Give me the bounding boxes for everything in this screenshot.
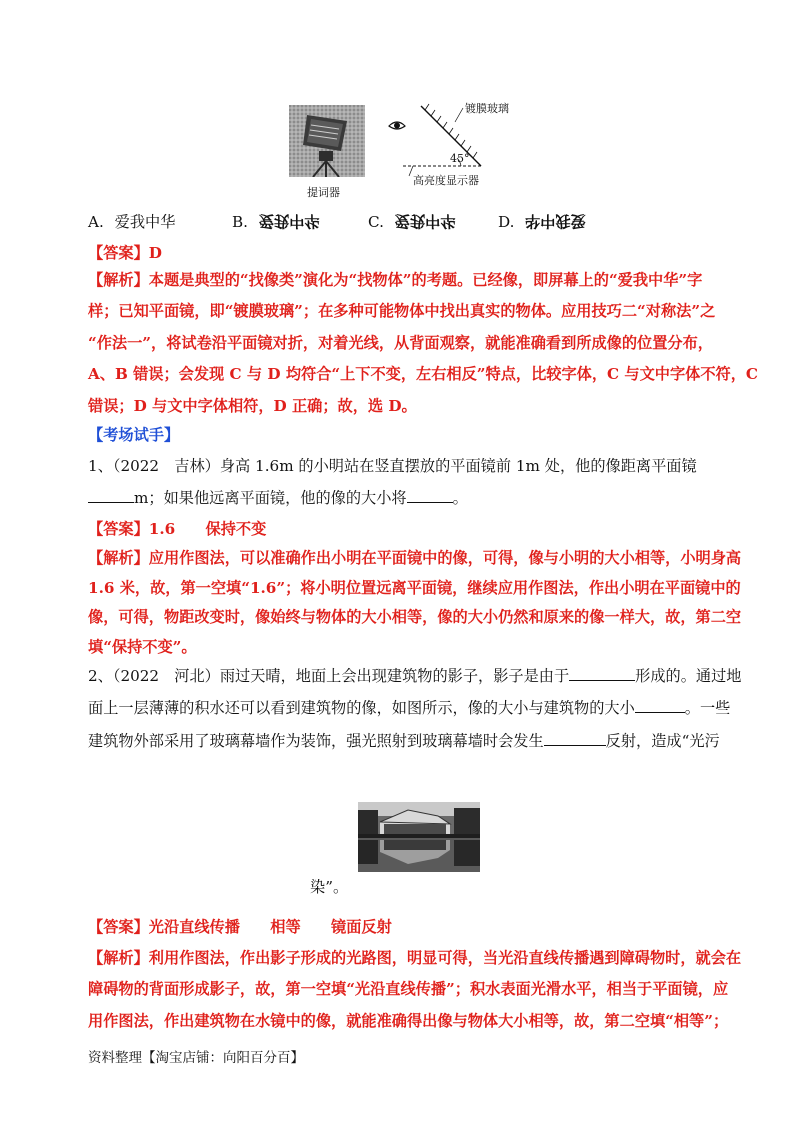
q1-analysis-line: 【解析】应用作图法，可以准确作出小明在平面镜中的像，可得，像与小明的大小相等，小明身高 (88, 549, 742, 567)
q1-analysis-line: 1.6 米，故，第一空填“1.6”；将小明位置远离平面镜，继续应用作图法，作出小明在平面镜中的 (88, 579, 741, 597)
teleprompter-caption: 提词器 (307, 186, 340, 199)
answer-blank[interactable] (544, 731, 606, 746)
q2-line2-end: 。一些 (684, 699, 731, 717)
option-a-text: 爱我中华 (114, 213, 176, 231)
q2-answer: 【答案】光沿直线传播 相等 镜面反射 (88, 918, 392, 936)
q2-line1-text: 2、（2022 河北）雨过天晴，地面上会出现建筑物的影子，影子是由于 (88, 667, 570, 685)
option-d (498, 211, 586, 232)
q1-line1: 1、（2022 吉林）身高 1.6m 的小明站在竖直摆放的平面镜前 1m 处，他的像距离平面镜 (88, 457, 697, 475)
q0-analysis-line: “作法一”，将试卷沿平面镜对折，对着光线，从背面观察，就能准确看到所成像的位置分布， (88, 334, 713, 352)
angle-label: 45° (450, 152, 470, 165)
q0-analysis-line: 样；已知平面镜，即“镀膜玻璃”；在多种可能物体中找出真实的物体。应用技巧二“对称法”之 (88, 302, 716, 320)
option-d-letter: D. (498, 213, 515, 231)
answer-blank[interactable] (88, 488, 134, 503)
section-title: 【考场试手】 (88, 426, 180, 444)
q0-analysis-line: A、B 错误；会发现 C 与 D 均符合“上下不变，左右相反”特点，比较字体，C 与文中字体不符，C (88, 365, 759, 383)
q0-analysis-line: 错误；D 与文中字体相符，D 正确；故，选 D。 (88, 397, 417, 415)
q1-line2-end: 。 (452, 489, 468, 507)
q2-line1 (88, 666, 741, 686)
q1-answer: 【答案】1.6 保持不变 (88, 520, 267, 538)
answer-blank[interactable] (407, 488, 453, 503)
eye-icon (389, 122, 405, 129)
option-c-letter: C. (368, 213, 384, 231)
q2-analysis-line: 【解析】利用作图法，作出影子形成的光路图，明显可得，当光沿直线传播遇到障碍物时，就会在 (88, 949, 742, 967)
q1-analysis-line: 填“保持不变”。 (88, 638, 197, 656)
building-reflection-photo (358, 802, 480, 872)
option-a (88, 211, 175, 232)
option-b-letter: B. (232, 213, 248, 231)
q2-analysis-line: 用作图法，作出建筑物在水镜中的像，就能准确得出像与物体大小相等，故，第二空填“相等”； (88, 1012, 729, 1030)
q0-analysis-line: 【解析】本题是典型的“找像类”演化为“找物体”的考题。已经像，即屏幕上的“爱我中华”字 (88, 271, 703, 289)
q2-line4: 染”。 (310, 878, 349, 896)
option-a-letter: A. (88, 213, 104, 231)
option-d-text: 爱我中华 (525, 212, 587, 230)
q2-line3-end: 反射，造成“光污 (605, 732, 720, 750)
option-c (368, 211, 456, 232)
answer-blank[interactable] (569, 666, 635, 681)
option-b-text: 爱我中华 (258, 212, 320, 230)
q2-line2 (88, 698, 730, 718)
q2-line1-end: 形成的。通过地 (635, 667, 742, 685)
q1-line2-text: m；如果他远离平面镜，他的像的大小将 (134, 489, 407, 507)
q2-analysis-line: 障碍物的背面形成影子，故，第一空填“光沿直线传播”；积水表面光滑水平，相当于平面镜，应 (88, 980, 729, 998)
answer-blank[interactable] (635, 698, 685, 713)
display-label: 高亮度显示器 (413, 174, 479, 187)
teleprompter-figure (285, 100, 525, 200)
q1-analysis-line: 像，可得，物距改变时，像始终与物体的大小相等，像的大小仍然和原来的像一样大，故，第二空 (88, 608, 742, 626)
page-footer: 资料整理【淘宝店铺：向阳百分百】 (88, 1050, 304, 1066)
q2-line2-text: 面上一层薄薄的积水还可以看到建筑物的像，如图所示，像的大小与建筑物的大小 (88, 699, 635, 717)
glass-label: 镀膜玻璃 (465, 102, 509, 115)
q2-line3 (88, 731, 720, 751)
q2-line3-text: 建筑物外部采用了玻璃幕墙作为装饰，强光照射到玻璃幕墙时会发生 (88, 732, 544, 750)
q0-answer: 【答案】D (88, 244, 162, 262)
option-b (232, 211, 320, 232)
option-c-text: 爱我中华 (394, 212, 456, 230)
q1-line2 (88, 488, 468, 508)
teleprompter-photo (289, 105, 365, 177)
